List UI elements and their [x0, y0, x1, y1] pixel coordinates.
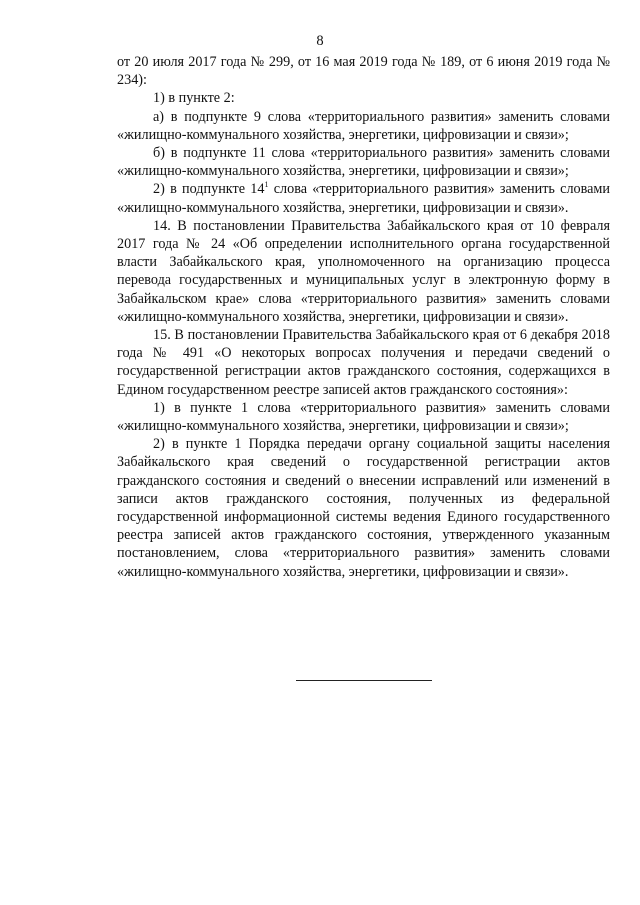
paragraph-15-item-2: 2) в пункте 1 Порядка передачи органу социальной защиты населения Забайкальского края сведений о государственной регистрации актов гражданского состояния и сведений о внесении исправлений или изменений в записи актов гражданского состояния, полученных из федеральной государственной информационной системы ведения Единого государственного реестра записей актов гражданского состояния, утвержденного указанным постановлением, слова «территориального развития» заменить словами «жилищно-коммунального хозяйства, энергетики, цифровизации и связи». [117, 436, 610, 580]
paragraph-subitem-a: а) в подпункте 9 слова «территориального развития» заменить словами «жилищно-коммунального хозяйства, энергетики, цифровизации и связи»; [117, 108, 610, 143]
paragraph-subitem-b: б) в подпункте 11 слова «территориального развития» заменить словами «жилищно-коммунального хозяйства, энергетики, цифровизации и связи»; [117, 145, 610, 180]
paragraph-item-2 [117, 180, 610, 216]
paragraph-continuation: от 20 июля 2017 года № 299, от 16 мая 2019 года № 189, от 6 июня 2019 года № 234): [117, 54, 610, 89]
closing-rule [296, 680, 432, 681]
paragraph-15-item-1: 1) в пункте 1 слова «территориального развития» заменить словами «жилищно-коммунального хозяйства, энергетики, цифровизации и связи»; [117, 399, 610, 435]
paragraph-15: 15. В постановлении Правительства Забайкальского края от 6 декабря 2018 года № 491 «О некоторых вопросах получения и передачи сведений о государственной регистрации актов гражданского состояния, содержащихся в Едином государственном реестре записей актов гражданского состояния»: [117, 327, 610, 398]
item-2-text-after: слова «территориального развития» заменить словами «жилищно-коммунального хозяйства, энергетики, цифровизации и связи». [117, 181, 610, 216]
item-2-text-before: 2) в подпункте 14 [153, 181, 265, 198]
paragraph-14: 14. В постановлении Правительства Забайкальского края от 10 февраля 2017 года № 24 «Об определении исполнительного органа государственной власти Забайкальского края, уполномоченного на организацию процесса перевода государственных и муниципальных услуг в электронную форму в Забайкальском крае» слова «территориального развития» заменить словами «жилищно-коммунального хозяйства, энергетики, цифровизации и связи». [117, 217, 610, 325]
page-number: 8 [316, 33, 324, 49]
item-2-superscript: 1 [264, 180, 269, 190]
document-body [117, 53, 610, 581]
paragraph-item-1: 1) в пункте 2: [153, 90, 235, 107]
